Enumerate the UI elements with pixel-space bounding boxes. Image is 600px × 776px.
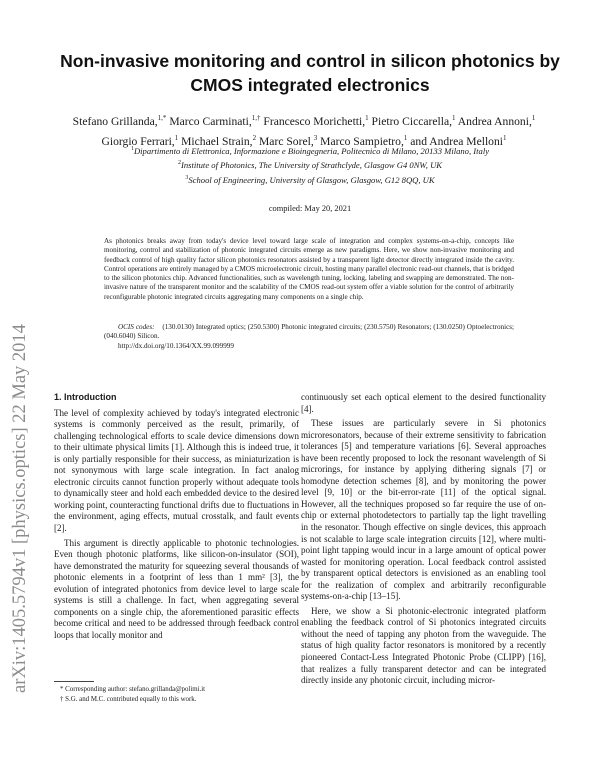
affiliation-number: 3	[185, 174, 189, 181]
affiliation	[60, 143, 560, 157]
author-affiliation-mark: 1	[365, 114, 369, 122]
author-name: Giorgio Ferrari,	[101, 134, 175, 148]
ocis-text: (130.0130) Integrated optics; (250.5300) Photonic integrated circuits; (230.5750) Resonators; (130.0250) Optoelectronics; (040.6040) Silicon.	[104, 323, 514, 341]
footnotes	[54, 685, 299, 704]
doi-link[interactable]: http://dx.doi.org/10.1364/XX.99.099999	[118, 342, 234, 350]
paragraph: Here, we show a Si photonic-electronic integrated platform enabling the feedback control of Si photonics integrated circuits without the need of tapping any photon from the waveguide. The status of high quality factor resonators is monitored by a recently pioneered Contact-Less Integrated Photonic Probe (CLIPP) [16], that realizes a fully transparent detector and can be integrated directly inside any photonic circuit, including micror-	[301, 605, 546, 686]
author-affiliation-mark: 1,†	[251, 114, 261, 122]
paragraph: The level of complexity achieved by today's integrated electronic systems is commonly perceived as the result, primarily, of challenging technological efforts to scale device dimensions down to their ultimate physical limits [1]. Although this is indeed true, it is only partially responsible for their success, as miniaturization is not synonymous with large scale integration. In fact analog electronic circuits cannot function properly without adequate tools to dynamically steer and hold each embedded device to the desired working point, counteracting functional drifts due to fluctuations in the environment, aging effects, mutual crosstalk, and fault events [2].	[54, 407, 299, 534]
section-heading: 1. Introduction	[54, 392, 117, 402]
compiled-date: compiled: May 20, 2021	[268, 204, 352, 213]
abstract: As photonics breaks away from today's device level toward large scale of integration and complex systems-on-a-chip, concepts like monitoring, control and stabilization of photonic integrated circuits emerge as new paradigms. Here, we show non-invasive monitoring and feedback control of high quality factor silicon photonics resonators assisted by a transparent light detector directly integrated inside the cavity. Control operations are entirely managed by a CMOS microelectronic circuit, hosting many parallel electronic read-out channels, that is bridged to the silicon photonics chip. Advanced functionalities, such as wavelength tuning, locking, labeling and swapping are demonstrated. The non-invasive nature of the transparent monitor and the scalability of the CMOS read-out system offer a viable solution for the control of arbitrarily reconfigurable photonic integrated circuits aggregating many components on a single chip.	[104, 237, 514, 301]
ocis-label: OCIS codes:	[118, 323, 155, 331]
author-affiliation-mark: 1	[174, 133, 179, 142]
arxiv-identifier-stamp	[2, 180, 34, 700]
author-affiliation-mark: 1	[452, 114, 456, 122]
left-column	[54, 392, 299, 644]
author-name: and Andrea Melloni	[410, 134, 503, 148]
affiliation	[60, 172, 560, 186]
affiliation	[60, 157, 560, 171]
author-affiliation-mark: 1	[403, 133, 408, 142]
footnote-divider	[54, 681, 94, 682]
paragraph: continuously set each optical element to the desired functionality [4].	[301, 392, 546, 414]
affiliation-text: Institute of Photonics, The University of Strathclyde, Glasgow G4 0NW, UK	[180, 160, 443, 171]
affiliation-text: School of Engineering, University of Glasgow, Glasgow, G12 8QQ, UK	[188, 174, 435, 185]
affiliation-text: Dipartimento di Elettronica, Informazione e Bioingegneria, Politecnico di Milano, 20133 Milano, Italy	[133, 145, 490, 156]
paragraph: These issues are particularly severe in Si photonics microresonators, because of their extreme sensitivity to fabrication tolerances [5] and temperature variations [6]. Several approaches have been recently proposed to lock the resonant wavelength of Si microrings, for instance by applying dithering signals [7] or homodyne detection schemes [8], and by monitoring the power level [9, 10] or the bit-error-rate [11] of the optical signal. However, all the techniques proposed so far require the use of on-chip or external photodetectors to partially tap the light travelling in the resonator. Though effective on single devices, this approach is not scalable to large scale integration circuits [12], where multi-point light tapping would incur in a large amount of optical power wasted for monitoring operation. Local feedback control assisted by transparent optical detectors is envisioned as an enabling tool for the realization of complex and arbitrarily reconfigurable systems-on-a-chip [13–15].	[301, 418, 546, 602]
affiliation-number: 2	[177, 160, 181, 167]
affiliation-number: 1	[130, 146, 134, 152]
author-name: Marco Carminati,	[169, 114, 252, 128]
author-affiliation-mark: 1,*	[157, 114, 167, 122]
author-name: Francesco Morichetti,	[263, 114, 366, 128]
author-name: Stefano Grillanda,	[72, 114, 158, 128]
author-name: Marco Sampietro,	[320, 134, 404, 148]
author-name: Michael Strain,	[181, 134, 253, 148]
author-name: Pietro Ciccarella,	[371, 114, 453, 128]
arxiv-id-text: arXiv:1405.5794v1 [physics.optics] 22 May 2014	[10, 324, 30, 693]
paragraph: This argument is directly applicable to photonic technologies. Even though photonic platforms, like silicon-on-insulator (SOI), have demonstrated the maturity for squeezing several thousands of photonic elements in a footprint of less than 1 mm² [3], the evolution of integrated photonics from device level to large scale systems is still a challenge. In fact, when aggregating several components on a single chip, the aforementioned parasitic effects become critical and need to be addressed through feedback control loops that locally monitor and	[54, 537, 299, 640]
author-name: Marc Sorel,	[259, 134, 314, 148]
author-affiliation-mark: 3	[313, 133, 318, 142]
author-affiliation-mark: 2	[252, 133, 257, 142]
author-affiliation-mark: 1	[503, 133, 507, 142]
paper-title: Non-invasive monitoring and control in silicon photonics by CMOS integrated electronics	[60, 51, 560, 95]
author-affiliation-mark: 1	[531, 114, 536, 122]
affiliation-list	[60, 143, 560, 186]
ocis-codes	[104, 323, 514, 342]
right-column	[301, 392, 546, 690]
author-name: Andrea Annoni,	[457, 114, 532, 128]
footnote-equal-contribution: † S.G. and M.C. contributed equally to this work.	[60, 695, 197, 703]
footnote-corresponding: * Corresponding author: stefano.grillanda@polimi.it	[60, 686, 206, 693]
